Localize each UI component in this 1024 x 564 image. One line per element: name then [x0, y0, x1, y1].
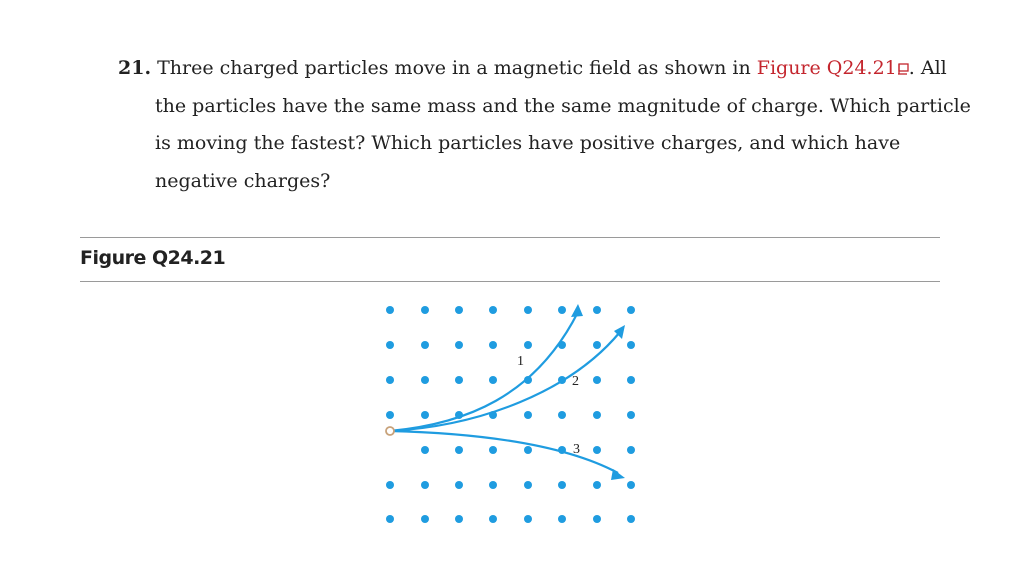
field-dot	[455, 446, 463, 454]
trajectory-1	[390, 312, 578, 431]
caption-bottom-rule	[80, 281, 940, 282]
field-dot	[421, 446, 429, 454]
field-dot	[489, 515, 497, 523]
field-dot	[558, 411, 566, 419]
caption-top-rule	[80, 237, 940, 238]
field-dot	[455, 515, 463, 523]
field-dot	[489, 341, 497, 349]
field-dot	[524, 481, 532, 489]
field-dot	[455, 481, 463, 489]
field-dot	[627, 515, 635, 523]
question-line-2: the particles have the same mass and the same magnitude of charge. Which particle	[155, 94, 971, 117]
field-dot	[627, 481, 635, 489]
question-line-1	[118, 50, 948, 88]
field-dot	[558, 515, 566, 523]
trajectory-1-arrow	[571, 304, 583, 317]
field-dot	[489, 481, 497, 489]
field-dot	[524, 306, 532, 314]
field-dot	[421, 341, 429, 349]
field-dot	[593, 515, 601, 523]
field-dots	[386, 306, 635, 523]
question-block	[118, 50, 971, 200]
field-dot	[489, 376, 497, 384]
question-text-1: Three charged particles move in a magnetic field as shown in	[151, 57, 757, 79]
question-number: 21.	[118, 57, 152, 79]
question-line-3: is moving the fastest? Which particles have positive charges, and which have	[155, 132, 901, 154]
field-dot	[421, 515, 429, 523]
field-dot	[455, 341, 463, 349]
figure-caption: Figure Q24.21	[80, 247, 226, 269]
field-dot	[386, 481, 394, 489]
field-dot	[489, 306, 497, 314]
magnetic-field-figure	[370, 292, 660, 532]
field-dot	[421, 481, 429, 489]
label-particle-2: 2	[572, 374, 579, 389]
field-dot	[455, 376, 463, 384]
question-line-4: negative charges?	[155, 169, 331, 192]
field-dot	[386, 341, 394, 349]
trajectory-3-arrow	[611, 469, 625, 480]
field-dot	[627, 411, 635, 419]
figure-link-text[interactable]: Figure Q24.21	[756, 57, 897, 79]
field-dot	[421, 376, 429, 384]
field-dot	[593, 306, 601, 314]
particle-origin	[386, 427, 394, 435]
field-dot	[421, 411, 429, 419]
field-dot	[386, 376, 394, 384]
field-dot	[455, 306, 463, 314]
field-dot	[386, 515, 394, 523]
label-particle-3: 3	[573, 442, 580, 457]
field-dot	[593, 446, 601, 454]
question-text-1-end: . All	[908, 57, 947, 79]
external-figure-icon[interactable]	[898, 63, 909, 75]
field-dot	[489, 446, 497, 454]
field-dot	[627, 446, 635, 454]
field-dot	[524, 411, 532, 419]
field-dot	[558, 481, 566, 489]
field-dot	[593, 411, 601, 419]
field-dot	[627, 306, 635, 314]
field-dot	[386, 306, 394, 314]
label-particle-1: 1	[517, 354, 524, 369]
figure-link[interactable]	[757, 57, 909, 79]
field-dot	[593, 481, 601, 489]
field-dot	[593, 376, 601, 384]
field-dot	[627, 341, 635, 349]
field-dot	[627, 376, 635, 384]
field-dot	[524, 515, 532, 523]
field-dot	[593, 341, 601, 349]
field-dot	[524, 446, 532, 454]
field-dot	[558, 306, 566, 314]
field-dot	[386, 411, 394, 419]
field-dot	[421, 306, 429, 314]
field-dot	[524, 341, 532, 349]
